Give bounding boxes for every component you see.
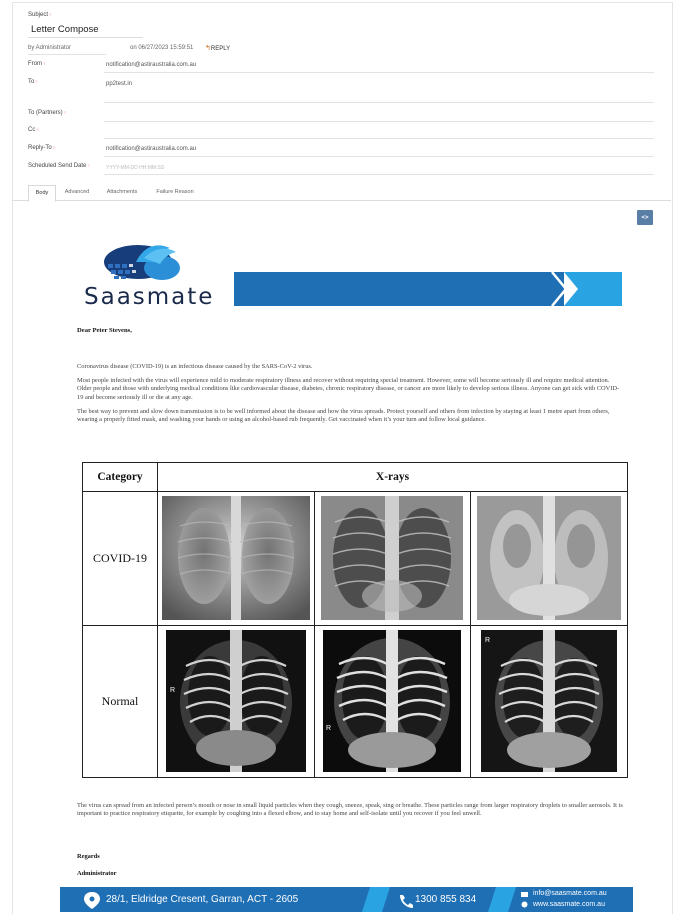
header-banner xyxy=(234,272,622,306)
regards-text: Regards xyxy=(77,853,100,860)
category-covid: COVID-19 xyxy=(83,492,158,626)
footer-address: 28/1, Eldridge Cresent, Garran, ACT - 2605 xyxy=(106,894,299,905)
normal-xray-1 xyxy=(158,626,315,778)
footer-web: www.saasmate.com.au xyxy=(533,901,605,908)
tab-body[interactable]: Body xyxy=(28,185,56,202)
signature-text: Administrator xyxy=(77,870,117,877)
greeting: Dear Peter Stevens, xyxy=(77,327,132,334)
covid-xray-2 xyxy=(314,492,471,626)
xray-table xyxy=(82,462,628,778)
reply-link[interactable]: ↰REPLY xyxy=(205,45,231,52)
footer-email: info@saasmate.com.au xyxy=(533,890,607,897)
code-view-button[interactable]: <> xyxy=(637,210,653,225)
xray-marker-r: R xyxy=(325,725,331,732)
from-label: From? xyxy=(28,61,46,67)
xrays-header: X-rays xyxy=(158,463,628,492)
cc-label: Cc? xyxy=(28,127,39,133)
to-partners-field[interactable] xyxy=(104,108,654,120)
author-text: by Administrator xyxy=(28,45,72,51)
covid-xray-1 xyxy=(158,492,315,626)
to-partners-label: To (Partners)? xyxy=(28,110,66,116)
to-field[interactable]: pp2test.in xyxy=(106,81,133,87)
reply-icon: ↰ xyxy=(205,45,211,52)
tab-advanced[interactable]: Advanced xyxy=(64,189,90,195)
timestamp-text: on 06/27/2023 15:59:51 xyxy=(130,45,194,51)
to-label: To? xyxy=(28,79,38,85)
category-normal: Normal xyxy=(83,626,158,778)
scheduled-send-date-input[interactable]: YYYY-MM-DD HH:MM:SS xyxy=(106,165,165,171)
subject-label: Subject? xyxy=(28,12,52,18)
saasmate-logo xyxy=(84,240,214,312)
cc-field[interactable] xyxy=(104,125,654,137)
xray-marker-r: R xyxy=(170,687,176,694)
covid-xray-3 xyxy=(471,492,628,626)
reply-to-field[interactable]: notification@astiraustralia.com.au xyxy=(106,146,197,152)
paragraph-symptoms: Most people infected with the virus will experience mild to moderate respiratory illness and recover without requiring special treatment. However, some will become seriously ill and require medical attention. Older people and those with underlying medical conditions like cardiovascular disease, diabetes, chronic respiratory disease, or cancer are more likely to develop serious illness. Anyone can get sick with COVID-19 and become seriously ill or die at any age. xyxy=(77,377,620,401)
paragraph-intro: Coronavirus disease (COVID-19) is an infectious disease caused by the SARS-CoV-2 virus. xyxy=(77,363,313,370)
scheduled-label: Scheduled Send Date? xyxy=(28,163,90,169)
subject-input[interactable]: Letter Compose xyxy=(28,23,143,38)
paragraph-transmission: The virus can spread from an infected person’s mouth or nose in small liquid particles when they cough, sneeze, speak, sing or breathe. These particles range from larger respiratory droplets to smaller aerosols. It is important to practice respiratory etiquette, for example by coughing into a flexed elbow, and to stay home and self-isolate until you recover if you feel unwell. xyxy=(77,802,623,818)
paragraph-prevention: The best way to prevent and slow down transmission is to be well informed about the disease and how the virus spreads. Protect yourself and others from infection by staying at least 1 metre apart from others, wearing a properly fitted mask, and washing your hands or using an alcohol-based rub frequently. Get vaccinated when it’s your turn and follow local guidance. xyxy=(77,408,610,424)
category-header: Category xyxy=(83,463,158,492)
globe-icon xyxy=(522,902,528,908)
tab-divider xyxy=(12,200,671,201)
xray-marker-r: R xyxy=(485,637,491,644)
footer-banner xyxy=(60,887,633,912)
tab-attachments[interactable]: Attachments xyxy=(106,189,138,195)
tab-failure-reason[interactable]: Failure Reason xyxy=(156,189,194,195)
email-icon xyxy=(521,892,528,897)
normal-xray-2 xyxy=(314,626,471,778)
footer-phone: 1300 855 834 xyxy=(415,894,477,905)
reply-to-label: Reply-To? xyxy=(28,145,55,151)
from-field[interactable]: notification@astiraustralia.com.au xyxy=(106,62,197,68)
normal-xray-3 xyxy=(471,626,628,778)
logo-text: Saasmate xyxy=(84,284,215,310)
